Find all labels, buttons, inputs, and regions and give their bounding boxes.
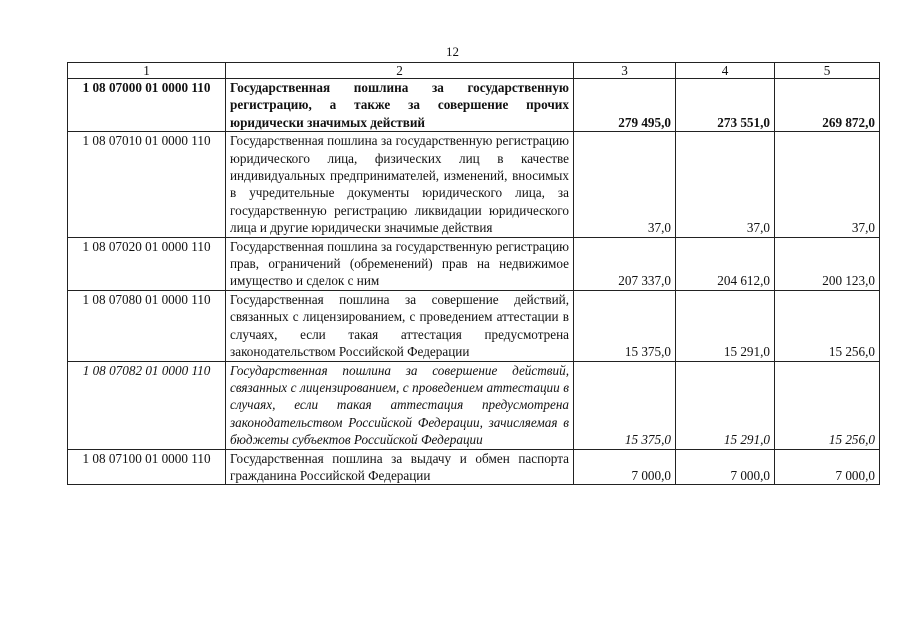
description-cell: Государственная пошлина за выдачу и обмен паспорта гражданина Российской Федерации <box>226 449 574 485</box>
value-cell-col3: 7 000,0 <box>574 449 676 485</box>
value-cell-col5: 15 256,0 <box>775 290 880 361</box>
value-cell-col5: 15 256,0 <box>775 361 880 449</box>
description-cell: Государственная пошлина за государственную регистрацию, а также за совершение прочих юридически значимых действий <box>226 79 574 132</box>
value-cell-col4: 15 291,0 <box>676 290 775 361</box>
value-cell-col4: 37,0 <box>676 132 775 237</box>
value-cell-col3: 207 337,0 <box>574 237 676 290</box>
table-row <box>68 237 880 290</box>
column-header: 1 <box>68 63 226 79</box>
budget-code-cell: 1 08 07010 01 0000 110 <box>68 132 226 237</box>
table-row <box>68 449 880 485</box>
value-cell-col5: 37,0 <box>775 132 880 237</box>
description-cell: Государственная пошлина за совершение действий, связанных с лицензированием, с проведением аттестации в случаях, если такая аттестация предусмотрена законодательством Российской Федерации <box>226 290 574 361</box>
budget-table <box>67 62 880 485</box>
value-cell-col4: 15 291,0 <box>676 361 775 449</box>
value-cell-col3: 37,0 <box>574 132 676 237</box>
value-cell-col4: 273 551,0 <box>676 79 775 132</box>
page-number: 12 <box>446 44 459 59</box>
table-row <box>68 361 880 449</box>
value-cell-col5: 269 872,0 <box>775 79 880 132</box>
column-header: 4 <box>676 63 775 79</box>
value-cell-col4: 7 000,0 <box>676 449 775 485</box>
column-header: 2 <box>226 63 574 79</box>
budget-code-cell: 1 08 07082 01 0000 110 <box>68 361 226 449</box>
budget-code-cell: 1 08 07000 01 0000 110 <box>68 79 226 132</box>
value-cell-col5: 200 123,0 <box>775 237 880 290</box>
value-cell-col4: 204 612,0 <box>676 237 775 290</box>
description-cell: Государственная пошлина за государственную регистрацию прав, ограничений (обременений) прав на недвижимое имущество и сделок с ним <box>226 237 574 290</box>
value-cell-col3: 15 375,0 <box>574 361 676 449</box>
budget-code-cell: 1 08 07080 01 0000 110 <box>68 290 226 361</box>
budget-code-cell: 1 08 07020 01 0000 110 <box>68 237 226 290</box>
table-row <box>68 132 880 237</box>
value-cell-col5: 7 000,0 <box>775 449 880 485</box>
column-header: 3 <box>574 63 676 79</box>
value-cell-col3: 279 495,0 <box>574 79 676 132</box>
table-row <box>68 79 880 132</box>
table-row <box>68 290 880 361</box>
description-cell: Государственная пошлина за государственную регистрацию юридического лица, физических лиц в качестве индивидуальных предпринимателей, изменений, вносимых в учредительные документы юридического лица, за государственную регистрацию ликвидации юридического лица и другие юридически значимые действия <box>226 132 574 237</box>
value-cell-col3: 15 375,0 <box>574 290 676 361</box>
description-cell: Государственная пошлина за совершение действий, связанных с лицензированием, с проведением аттестации в случаях, если такая аттестация предусмотрена законодательством Российской Федерации, зачисляемая в бюджеты субъектов Российской Федерации <box>226 361 574 449</box>
table-header-row <box>68 63 880 79</box>
column-header: 5 <box>775 63 880 79</box>
budget-code-cell: 1 08 07100 01 0000 110 <box>68 449 226 485</box>
